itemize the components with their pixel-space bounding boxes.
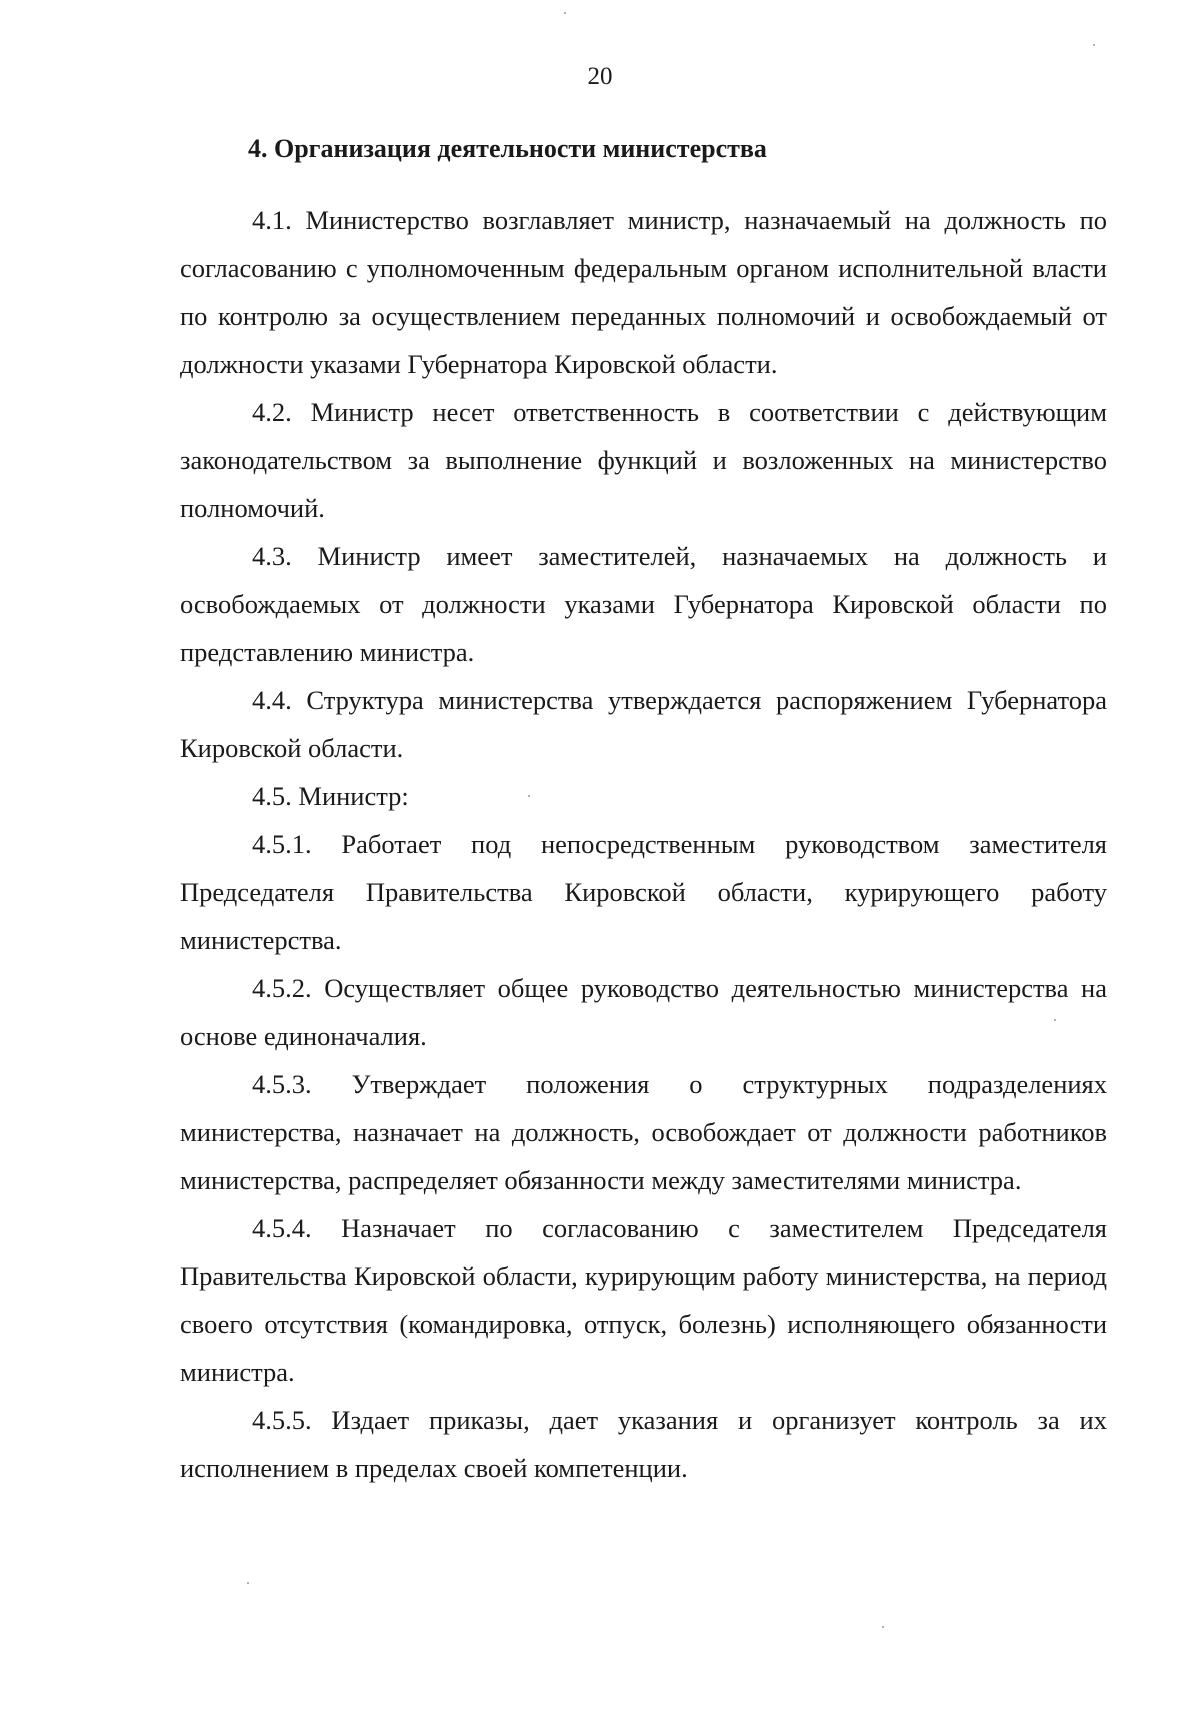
body-text [180, 196, 1107, 1492]
paragraph-4-5-5: 4.5.5. Издает приказы, дает указания и организует контроль за их исполнением в пределах своей компетенции. [180, 1405, 1107, 1483]
scan-speck [1093, 44, 1095, 46]
paragraph-4-5: 4.5. Министр: [252, 781, 409, 811]
paragraph-4-5-2: 4.5.2. Осуществляет общее руководство деятельностью министерства на основе единоначалия. [180, 973, 1107, 1051]
section-heading: 4. Организация деятельности министерства [248, 134, 767, 163]
page-number: 20 [587, 63, 613, 90]
scan-speck [1054, 1019, 1056, 1021]
paragraph-4-5-3: 4.5.3. Утверждает положения о структурных подразделениях министерства, назначает на должность, освобождает от должности работников министерства, распределяет обязанности между заместителями министра. [180, 1069, 1107, 1195]
paragraph-4-4: 4.4. Структура министерства утверждается распоряжением Губернатора Кировской области. [180, 685, 1107, 763]
scan-speck [528, 795, 530, 797]
paragraph-4-3: 4.3. Министр имеет заместителей, назначаемых на должность и освобождаемых от должности указами Губернатора Кировской области по представлению министра. [180, 541, 1107, 667]
paragraph-4-5-1: 4.5.1. Работает под непосредственным руководством заместителя Председателя Правительства Кировской области, курирующего работу министерства. [180, 829, 1107, 955]
scan-speck [882, 1626, 884, 1628]
paragraph-4-5-4: 4.5.4. Назначает по согласованию с заместителем Председателя Правительства Кировской области, курирующим работу министерства, на период своего отсутствия (командировка, отпуск, болезнь) исполняющего обязанности министра. [180, 1213, 1107, 1387]
paragraph-4-2: 4.2. Министр несет ответственность в соответствии с действующим законодательством за выполнение функций и возложенных на министерство полномочий. [180, 397, 1107, 523]
scan-speck [564, 12, 566, 14]
scan-speck [247, 1582, 249, 1584]
paragraph-4-1: 4.1. Министерство возглавляет министр, назначаемый на должность по согласованию с уполномоченным федеральным органом исполнительной власти по контролю за осуществлением переданных полномочий и освобождаемый от должности указами Губернатора Кировской области. [180, 205, 1107, 379]
